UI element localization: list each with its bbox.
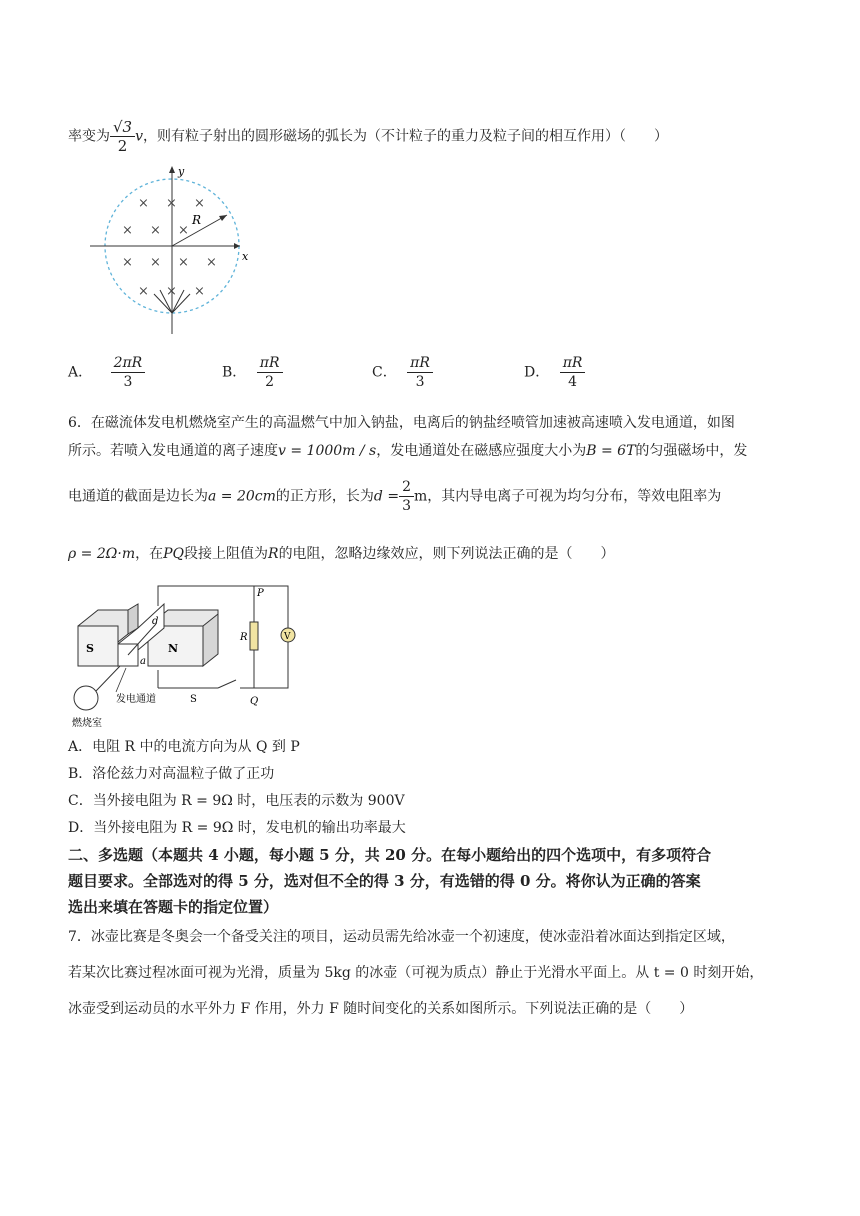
magnet-n-label: N [168,642,179,655]
q6-generator-figure [68,580,308,730]
svg-text:×: × [194,196,205,211]
channel-label: 发电通道 [116,694,156,705]
svg-text:×: × [206,255,217,270]
svg-text:×: × [194,284,205,299]
q6-line1: 6．在磁流体发电机燃烧室产生的高温燃气中加入钠盐，电离后的钠盐经喷管加速被高速喷入发电通道，如图 [68,415,735,431]
q6-frac: $\frac{2}{3}$ [399,478,414,515]
svg-text:×: × [178,223,189,238]
q5-text-prefix: 率变为 [68,128,110,145]
q6-option-a[interactable]: A．电阻 R 中的电流方向为从 Q 到 P [68,739,300,755]
q5-v: v [135,128,144,145]
side-a-label: a [140,656,146,667]
q5-circle-figure [88,162,258,342]
q6-line3: 电通道的截面是边长为a = 20cm的正方形，长为d = $\frac{2}{3}$ m，其内导电离子可视为均匀分布，等效电阻率为 [68,479,722,514]
length-d-label: d [152,616,159,627]
q7-line2: 若某次比赛过程冰面可视为光滑，质量为 5kg 的冰壶（可视为质点）静止于光滑水平面上。从 t = 0 时刻开始， [68,965,764,981]
switch-lever [218,680,236,688]
q6-option-d[interactable]: D．当外接电阻为 R = 9Ω 时，发电机的输出功率最大 [68,820,406,836]
section2-header-line3: 选出来填在答题卡的指定位置） [68,898,279,916]
section2-header-line2: 题目要求。全部选对的得 5 分，选对但不全的得 3 分，有选错的得 0 分。将你认为正确的答案 [68,872,701,890]
svg-text:×: × [178,255,189,270]
svg-text:×: × [122,255,133,270]
q5-frac-num: √3 [110,118,135,137]
svg-text:×: × [138,284,149,299]
y-arrow-icon [169,166,175,173]
svg-text:×: × [150,255,161,270]
x-label: x [242,250,249,263]
q7-line3: 冰壶受到运动员的水平外力 F 作用，外力 F 随时间变化的关系如图所示。下列说法正确的是（ ） [68,1001,694,1017]
resistor [250,622,258,650]
voltmeter-label: V [284,632,291,642]
q6-option-b[interactable]: B．洛伦兹力对高温粒子做了正功 [68,766,275,782]
q5-option-b[interactable]: B． $\frac{\pi R}{2}$ [222,354,283,391]
chamber-icon [74,686,98,710]
point-p-label: P [257,588,264,599]
svg-text:×: × [166,284,177,299]
q5-option-c[interactable]: C． $\frac{\pi R}{3}$ [372,354,433,391]
radius-arrow-icon [219,215,227,221]
q5-fraction [110,118,135,155]
resistor-label: R [240,632,248,643]
q5-option-a[interactable]: A． $\frac{2\pi R}{3}$ [68,354,145,391]
svg-text:×: × [150,223,161,238]
svg-text:×: × [166,196,177,211]
switch-label: S [190,694,197,705]
section2-header-line1: 二、多选题（本题共 4 小题，每小题 5 分，共 20 分。在每小题给出的四个选项中，有多项符合 [68,846,712,864]
particle-arrows [154,288,190,334]
svg-text:×: × [138,196,149,211]
q5-frac-den: 2 [117,137,128,155]
chamber-label: 燃烧室 [72,718,102,729]
q5-option-d[interactable]: D． $\frac{\pi R}{4}$ [524,354,585,391]
q5-text-suffix: ，则有粒子射出的圆形磁场的弧长为（不计粒子的重力及粒子间的相互作用）（ ） [143,128,669,145]
field-crosses [122,196,217,299]
radius-label: R [192,213,202,227]
q7-line1: 7．冰壶比赛是冬奥会一个备受关注的项目，运动员需先给冰壶一个初速度，使冰壶沿着冰面达到指定区域， [68,929,735,945]
q5-stem [68,118,668,155]
point-q-label: Q [250,696,259,707]
q6-line4: ρ = 2Ω·m，在PQ段接上阻值为R的电阻，忽略边缘效应，则下列说法正确的是（ ） [68,546,615,562]
q6-line2: 所示。若喷入发电通道的离子速度v = 1000m / s，发电通道处在磁感应强度大小为B = 6T的匀强磁场中，发 [68,443,748,459]
q6-option-c[interactable]: C．当外接电阻为 R = 9Ω 时，电压表的示数为 900V [68,793,405,809]
svg-text:×: × [122,223,133,238]
magnet-s-label: S [86,642,94,655]
y-label: y [178,165,185,178]
